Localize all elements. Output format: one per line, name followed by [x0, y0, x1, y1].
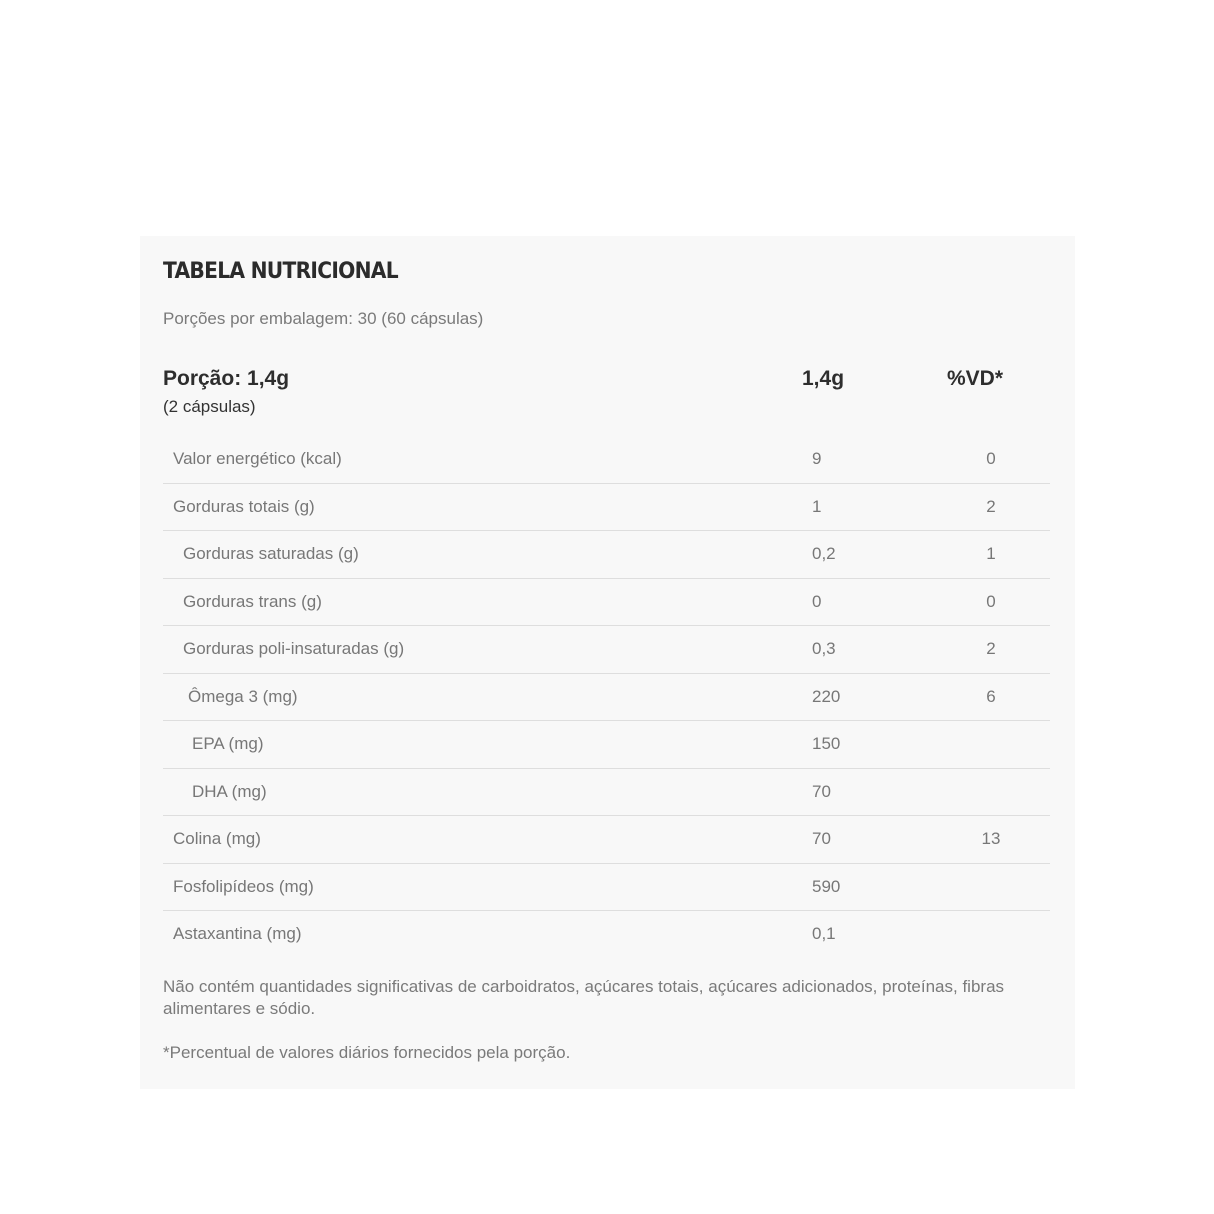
nutrient-amount: 0,1: [812, 924, 836, 943]
table-row: [163, 579, 1050, 627]
nutrient-name: Gorduras totais (g): [173, 496, 315, 516]
not-significant-note: Não contém quantidades significativas de carboidratos, açúcares totais, açúcares adicionados, proteínas, fibras alimentares e sódio.: [163, 977, 1005, 1018]
nutrient-name: Gorduras saturadas (g): [183, 544, 359, 563]
nutrient-amount: 0,3: [812, 639, 836, 658]
nutrient-name: Gorduras trans (g): [183, 591, 322, 611]
vd-footnote: *Percentual de valores diários fornecidos pela porção.: [163, 1043, 571, 1062]
nutrient-amount: 70: [812, 829, 831, 848]
servings-per-package: Porções por embalagem: 30 (60 cápsulas): [163, 309, 484, 328]
table-row: [163, 911, 1050, 958]
nutrient-name: Gorduras poli-insaturadas (g): [183, 639, 405, 658]
nutrient-vd: 2: [986, 496, 996, 516]
table-title: TABELA NUTRICIONAL: [163, 259, 398, 284]
nutrient-name: Valor energético (kcal): [173, 449, 342, 468]
nutrient-name: Fosfolipídeos (mg): [173, 876, 314, 896]
table-row: [163, 721, 1050, 769]
nutrient-amount: 70: [812, 781, 831, 801]
nutrient-name: Ômega 3 (mg): [188, 686, 298, 706]
nutrient-amount: 150: [812, 734, 841, 753]
nutrient-name: DHA (mg): [192, 781, 267, 801]
table-row: [163, 531, 1050, 579]
nutrient-vd: 0: [986, 449, 996, 468]
nutrient-amount: 220: [812, 686, 841, 706]
nutrient-amount: 0: [812, 591, 822, 611]
nutrient-name: EPA (mg): [192, 734, 264, 753]
table-row: [163, 484, 1050, 532]
nutrient-vd: 0: [986, 591, 996, 611]
nutrition-table-panel: [140, 236, 1075, 1089]
nutrient-vd: 1: [986, 544, 996, 563]
nutrient-amount: 590: [812, 876, 841, 896]
nutrient-vd: 13: [981, 829, 1001, 848]
nutrient-name: Astaxantina (mg): [173, 924, 302, 943]
portion-subheader: (2 cápsulas): [163, 397, 256, 416]
nutrient-rows: [163, 436, 1050, 958]
table-row: [163, 626, 1050, 674]
nutrient-name: Colina (mg): [173, 829, 261, 848]
table-row: [163, 864, 1050, 912]
nutrient-amount: 1: [812, 496, 822, 516]
vd-column-header: %VD*: [947, 367, 1004, 390]
table-row: [163, 769, 1050, 817]
nutrient-amount: 9: [812, 449, 822, 468]
portion-header: Porção: 1,4g: [163, 367, 290, 390]
table-row: [163, 816, 1050, 864]
nutrient-amount: 0,2: [812, 544, 836, 563]
nutrient-vd: 6: [986, 686, 996, 706]
table-row: [163, 674, 1050, 722]
amount-column-header: 1,4g: [802, 367, 845, 390]
nutrient-vd: 2: [986, 639, 996, 658]
table-row: [163, 436, 1050, 484]
